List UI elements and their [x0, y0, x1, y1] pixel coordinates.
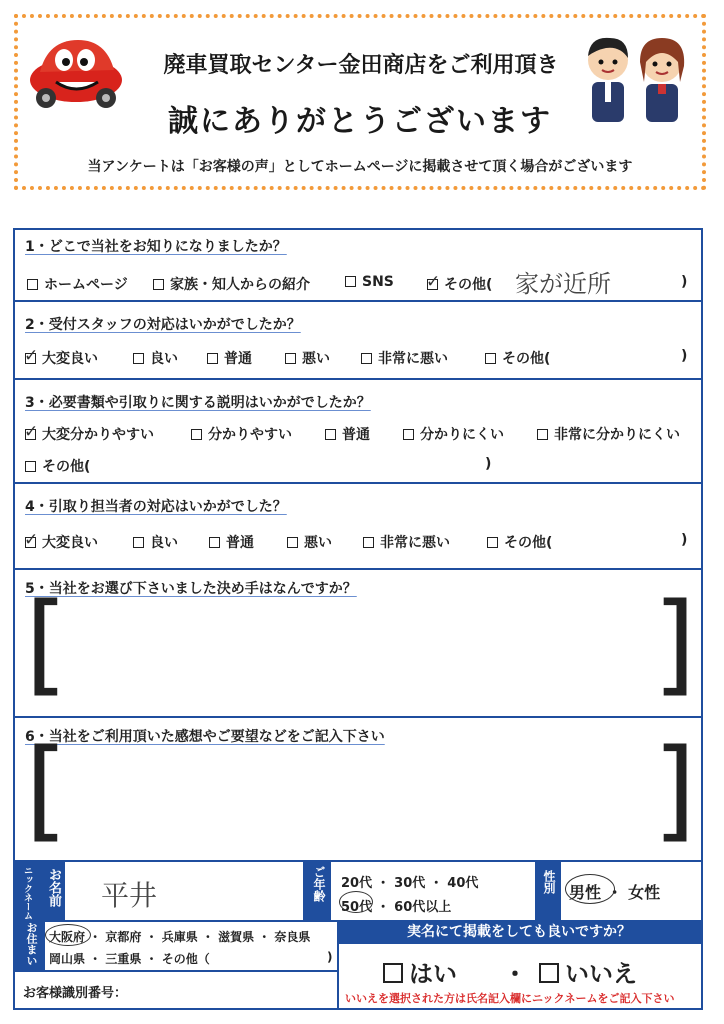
- header-panel: [14, 14, 706, 190]
- q1-close-paren: ): [681, 274, 688, 290]
- q4-option-other[interactable]: その他(: [487, 532, 552, 552]
- header-line-1: 廃車買取センター金田商店をご利用頂き: [163, 53, 559, 78]
- q3-option-very-unclear[interactable]: 非常に分かりにくい: [537, 424, 680, 444]
- check-mark-icon: ✓: [24, 422, 39, 442]
- q5-answer-area[interactable]: [65, 602, 655, 702]
- question-2-title: 2・受付スタッフの対応はいかがでしたか？: [25, 317, 301, 333]
- consent-question: 実名にて掲載をしても良いですか？: [407, 924, 631, 940]
- q1-option-homepage[interactable]: ホームページ: [27, 274, 128, 294]
- q4-option-very-good[interactable]: ✓ 大変良い: [24, 530, 98, 551]
- question-5: [15, 570, 701, 718]
- q3-option-other[interactable]: その他(: [25, 456, 90, 476]
- customer-id-label: お客様識別番号：: [23, 986, 128, 1001]
- prefecture-close-paren: ): [327, 950, 333, 964]
- name-handwritten: 平井: [101, 879, 158, 912]
- q6-answer-area[interactable]: [65, 748, 655, 848]
- q2-option-normal[interactable]: 普通: [207, 348, 252, 368]
- q6-right-bracket: ]: [653, 725, 696, 853]
- q3-option-very-clear[interactable]: ✓ 大変分かりやすい: [24, 422, 154, 443]
- q4-close-paren: ): [681, 532, 688, 548]
- question-6-title: 6・当社をご利用頂いた感想やご要望などをご記入下さい: [25, 729, 385, 745]
- q4-option-normal[interactable]: 普通: [209, 532, 254, 552]
- age-label: ご年齢: [312, 866, 326, 902]
- q1-option-referral[interactable]: 家族・知人からの紹介: [153, 274, 310, 294]
- q4-option-very-bad[interactable]: 非常に悪い: [363, 532, 450, 552]
- q3-option-clear[interactable]: 分かりやすい: [191, 424, 292, 444]
- consent-note: いいえを選択された方は氏名記入欄にニックネームをご記入下さい: [345, 992, 675, 1005]
- check-mark-icon: ✓: [24, 530, 39, 550]
- q2-option-very-bad[interactable]: 非常に悪い: [361, 348, 448, 368]
- q1-option-other[interactable]: ✓ その他(: [426, 272, 493, 293]
- question-2: [15, 302, 701, 380]
- q1-option-sns[interactable]: SNS: [345, 274, 394, 290]
- q2-option-good[interactable]: 良い: [133, 348, 178, 368]
- header-line-3: 当アンケートは「お客様の声」としてホームページに掲載させて頂く場合がございます: [87, 159, 633, 175]
- q2-option-very-good[interactable]: ✓ 大変良い: [24, 346, 98, 367]
- question-4: [15, 484, 701, 570]
- prefecture-selection-circle: [45, 924, 91, 946]
- name-label: お名前: [46, 868, 61, 907]
- survey-form: [13, 228, 703, 1010]
- customer-info-block: [15, 862, 701, 1010]
- question-4-title: 4・引取り担当者の対応はいかがでした？: [25, 499, 287, 515]
- age-options-row-2[interactable]: 50代 ・ 60代以上: [341, 900, 452, 915]
- q3-close-paren: ): [485, 456, 492, 472]
- header-line-2: 誠にありがとうございます: [168, 104, 552, 139]
- q5-left-bracket: [: [25, 579, 68, 707]
- question-5-title: 5・当社をお選び下さいました決め手はなんですか？: [25, 581, 357, 597]
- prefecture-options-row-2[interactable]: 岡山県 ・ 三重県 ・ その他（: [49, 952, 210, 966]
- q4-option-bad[interactable]: 悪い: [287, 532, 332, 552]
- question-1-title: 1・どこで当社をお知りになりましたか？: [25, 239, 287, 255]
- age-selection-circle: [339, 891, 373, 913]
- q3-option-normal[interactable]: 普通: [325, 424, 370, 444]
- consent-header: [337, 920, 701, 944]
- divider: [15, 970, 337, 972]
- q2-close-paren: ): [681, 348, 688, 364]
- check-mark-icon: ✓: [426, 272, 441, 292]
- age-options-row-1[interactable]: 20代 ・ 30代 ・ 40代: [341, 876, 479, 891]
- q6-left-bracket: [: [25, 725, 68, 853]
- q5-right-bracket: ]: [653, 579, 696, 707]
- question-6: [15, 718, 701, 862]
- q2-option-other[interactable]: その他(: [485, 348, 550, 368]
- residence-label: お住まい: [25, 922, 38, 966]
- q3-option-unclear[interactable]: 分かりにくい: [403, 424, 504, 444]
- q4-option-good[interactable]: 良い: [133, 532, 178, 552]
- q2-option-bad[interactable]: 悪い: [285, 348, 330, 368]
- sex-selection-circle: [565, 874, 615, 904]
- question-1: [15, 230, 701, 302]
- question-3-title: 3・必要書類や引取りに関する説明はいかがでしたか？: [25, 395, 371, 411]
- consent-separator: ・: [503, 960, 527, 988]
- consent-no-option[interactable]: いいえ: [539, 954, 637, 989]
- nickname-label: ニックネーム: [22, 866, 32, 920]
- customer-id-field[interactable]: [155, 978, 333, 1004]
- sex-label: 性別: [542, 870, 556, 894]
- question-3: [15, 380, 701, 484]
- check-mark-icon: ✓: [24, 346, 39, 366]
- divider: [337, 944, 339, 1010]
- q1-handwritten-answer: 家が近所: [515, 270, 611, 298]
- prefecture-options-row-1[interactable]: 大阪府 ・ 京都府 ・ 兵庫県 ・ 滋賀県 ・ 奈良県: [49, 930, 311, 944]
- sex-options[interactable]: 男性 ・ 女性: [569, 883, 661, 902]
- consent-yes-option[interactable]: はい: [383, 954, 457, 989]
